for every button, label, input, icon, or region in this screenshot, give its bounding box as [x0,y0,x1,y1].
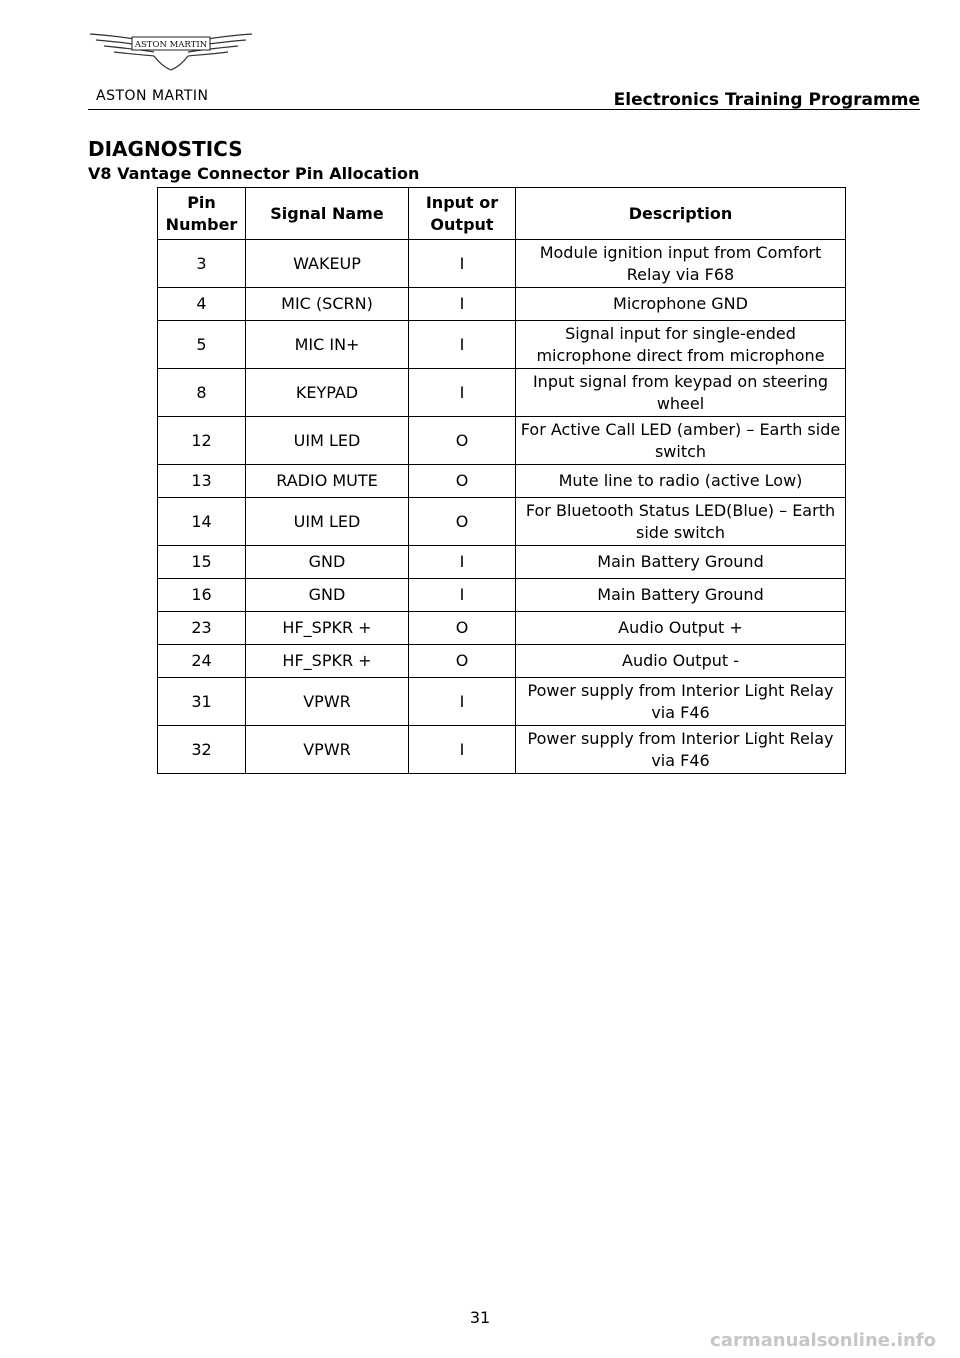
cell-signal: VPWR [246,726,409,774]
table-row [158,465,846,498]
table-row [158,726,846,774]
cell-description: Power supply from Interior Light Relay via F46 [516,726,846,774]
cell-pin: 14 [158,498,246,546]
cell-description: Main Battery Ground [516,546,846,579]
cell-io: I [409,726,516,774]
cell-description: For Bluetooth Status LED(Blue) – Earth side switch [516,498,846,546]
cell-io: I [409,369,516,417]
cell-description: Input signal from keypad on steering wheel [516,369,846,417]
cell-io: O [409,498,516,546]
cell-signal: GND [246,546,409,579]
table-row [158,579,846,612]
program-title: Electronics Training Programme [613,90,920,110]
cell-description: Audio Output + [516,612,846,645]
table-row [158,288,846,321]
cell-io: O [409,465,516,498]
logo-text: ASTON MARTIN [134,40,208,50]
column-header-io: Input or Output [409,188,516,240]
cell-description: Audio Output - [516,645,846,678]
cell-pin: 23 [158,612,246,645]
cell-io: O [409,417,516,465]
cell-description: For Active Call LED (amber) – Earth side switch [516,417,846,465]
cell-pin: 32 [158,726,246,774]
table-row [158,678,846,726]
cell-signal: UIM LED [246,417,409,465]
page-number: 31 [469,1308,491,1327]
cell-pin: 3 [158,240,246,288]
table-header-row [158,188,846,240]
aston-martin-wings-logo [88,26,254,72]
watermark: carmanualsonline.info [710,1330,936,1351]
cell-signal: WAKEUP [246,240,409,288]
header-divider [88,109,920,110]
cell-pin: 8 [158,369,246,417]
cell-pin: 5 [158,321,246,369]
table-row [158,240,846,288]
cell-description: Power supply from Interior Light Relay via F46 [516,678,846,726]
table-row [158,546,846,579]
section-title: DIAGNOSTICS [88,137,243,161]
cell-description: Microphone GND [516,288,846,321]
cell-pin: 15 [158,546,246,579]
cell-io: I [409,321,516,369]
pin-allocation-table [157,187,846,774]
cell-signal: KEYPAD [246,369,409,417]
cell-io: I [409,288,516,321]
column-header-pin: Pin Number [158,188,246,240]
table-row [158,498,846,546]
cell-io: O [409,645,516,678]
table-body [158,240,846,774]
table-subtitle: V8 Vantage Connector Pin Allocation [88,164,420,183]
cell-signal: GND [246,579,409,612]
cell-io: O [409,612,516,645]
cell-signal: RADIO MUTE [246,465,409,498]
cell-signal: MIC IN+ [246,321,409,369]
table-row [158,417,846,465]
cell-pin: 13 [158,465,246,498]
cell-pin: 16 [158,579,246,612]
cell-description: Main Battery Ground [516,579,846,612]
cell-pin: 31 [158,678,246,726]
cell-signal: VPWR [246,678,409,726]
cell-signal: MIC (SCRN) [246,288,409,321]
cell-signal: HF_SPKR + [246,645,409,678]
table-row [158,612,846,645]
cell-description: Mute line to radio (active Low) [516,465,846,498]
cell-pin: 12 [158,417,246,465]
cell-pin: 4 [158,288,246,321]
table-row [158,645,846,678]
cell-io: I [409,678,516,726]
cell-description: Signal input for single-ended microphone direct from microphone [516,321,846,369]
brand-name: ASTON MARTIN [96,88,209,104]
cell-pin: 24 [158,645,246,678]
table-row [158,321,846,369]
table-row [158,369,846,417]
column-header-signal: Signal Name [246,188,409,240]
cell-io: I [409,240,516,288]
cell-description: Module ignition input from Comfort Relay via F68 [516,240,846,288]
cell-signal: HF_SPKR + [246,612,409,645]
column-header-description: Description [516,188,846,240]
cell-io: I [409,579,516,612]
cell-io: I [409,546,516,579]
cell-signal: UIM LED [246,498,409,546]
